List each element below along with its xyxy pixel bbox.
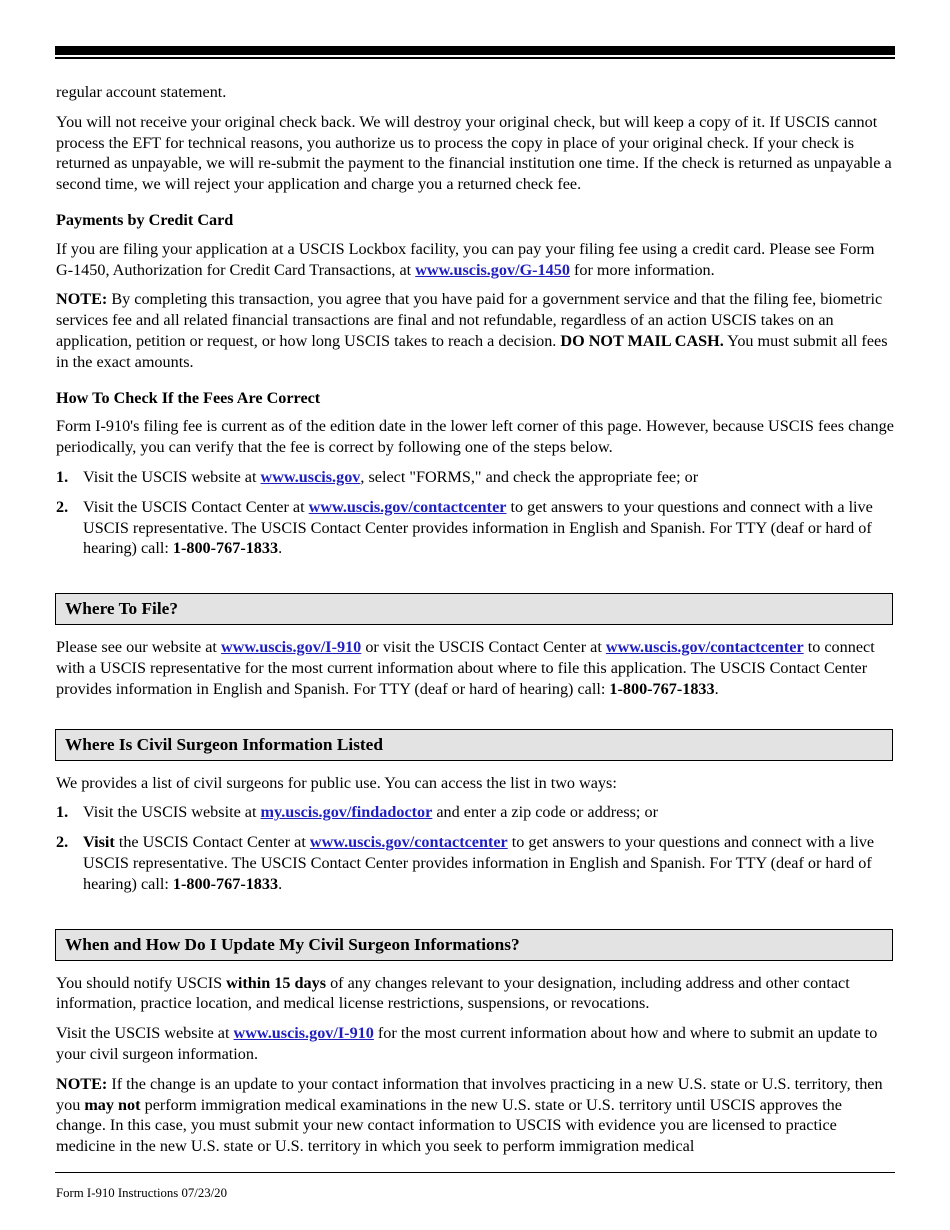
footer-edition: Form I-910 Instructions 07/23/20 xyxy=(56,1186,227,1200)
list-item xyxy=(56,802,894,823)
phone-number: 1-800-767-1833 xyxy=(172,874,279,893)
check-paragraph: You will not receive your original check back. We will destroy your original check, but will keep a copy of it. If USCIS cannot process the EFT for technical reasons, you authorize us to process the copy in place of your original check. If your check is returned as unpayable, we will re-submit the payment to the financial institution one time. If the check is returned as unpayable a second time, we will reject your application and charge you a returned check fee. xyxy=(56,112,892,194)
find-a-doctor-link[interactable]: my.uscis.gov/findadoctor xyxy=(260,803,433,822)
contact-center-link[interactable]: www.uscis.gov/contactcenter xyxy=(308,497,507,516)
text: Visit the USCIS website at xyxy=(83,467,261,486)
list-number: 2. xyxy=(56,497,69,516)
text: You must submit all fees in the exact amounts. xyxy=(56,331,888,371)
civil-surgeon-intro: We provides a list of civil surgeons for public use. You can access the list in two ways: xyxy=(56,773,617,792)
text: You should notify USCIS xyxy=(56,973,227,992)
list-number: 2. xyxy=(56,833,69,852)
text: . xyxy=(714,679,719,698)
note-label: NOTE: xyxy=(56,1074,108,1093)
footer-rule xyxy=(55,1172,895,1173)
check-fees-intro: Form I-910's filing fee is current as of the edition date in the lower left corner of this page. However, because USCIS fees change periodically, you can verify that the fee is correct by following one of the steps below. xyxy=(56,417,894,457)
text: Visit the USCIS Contact Center at xyxy=(83,497,309,516)
text: Visit the USCIS website at xyxy=(56,1024,234,1043)
text: Visit the USCIS website at xyxy=(83,803,261,822)
phone-number: 1-800-767-1833 xyxy=(172,539,279,558)
text: for more information. xyxy=(569,260,715,279)
text: By completing this transaction, you agree that you have paid for a government service and that the filing fee, biometric services fee and all related financial transactions are final and not refundable, regardless of an action USCIS takes on an application, petition or request, or how long USCIS takes to reach a decision. xyxy=(56,290,883,350)
text: to get answers to your questions and connect with a live USCIS representative. The USCIS Contact Center provides information in English and Spanish. For TTY (deaf or hard of hearing) call: xyxy=(83,833,875,893)
text: the USCIS Contact Center at xyxy=(114,833,310,852)
check-fees-heading: How To Check If the Fees Are Correct xyxy=(56,388,321,407)
text: If you are filing your application at a USCIS Lockbox facility, you can pay your filing fee using a credit card. Please see Form G-1450, Authorization for Credit Card Transactions, at xyxy=(56,239,875,279)
text: . xyxy=(278,539,283,558)
list-item xyxy=(56,497,894,559)
deadline-bold: within 15 days xyxy=(226,973,327,992)
text: of any changes relevant to your designation, including address and other contact information, practice location, and medical license restrictions, suspensions, or revocations. xyxy=(56,973,850,1013)
text: , select "FORMS," and check the appropriate fee; or xyxy=(360,467,699,486)
no-cash-warning: DO NOT MAIL CASH. xyxy=(560,331,724,350)
may-not-bold: may not xyxy=(84,1095,141,1114)
page-content xyxy=(56,82,894,1166)
text: for the most current information about how and where to submit an update to your civil surgeon information. xyxy=(56,1024,878,1063)
header-thin-rule xyxy=(55,57,895,59)
list-number: 1. xyxy=(56,467,69,486)
text: or visit the USCIS Contact Center at xyxy=(361,638,606,657)
list-item xyxy=(56,467,894,488)
i910-link[interactable]: www.uscis.gov/I-910 xyxy=(233,1024,374,1043)
list-number: 1. xyxy=(56,803,69,822)
text: If the change is an update to your contact information that involves practicing in a new U.S. state or U.S. territory, then you xyxy=(56,1074,883,1114)
phone-number: 1-800-767-1833 xyxy=(609,679,715,698)
contact-center-link[interactable]: www.uscis.gov/contactcenter xyxy=(605,638,804,657)
update-info-note xyxy=(56,1074,894,1157)
visit-bold: Visit xyxy=(83,833,115,852)
update-info-paragraph-2 xyxy=(56,1023,894,1065)
credit-card-paragraph xyxy=(56,239,894,281)
list-item xyxy=(56,832,894,894)
civil-surgeon-info-heading: Where Is Civil Surgeon Information Listed xyxy=(55,729,893,761)
header-thick-rule xyxy=(55,46,895,55)
credit-card-heading: Payments by Credit Card xyxy=(56,210,234,229)
text: to connect with a USCIS representative for the most current information about where to file this application. The USCIS Contact Center provides information in English and Spanish. For TTY (deaf or hard of hearing) call: xyxy=(56,638,875,698)
contact-center-link[interactable]: www.uscis.gov/contactcenter xyxy=(309,833,508,852)
text: . xyxy=(278,874,283,893)
continuation-text: regular account statement. xyxy=(56,83,227,101)
text: Please see our website at xyxy=(56,638,221,657)
text: to get answers to your questions and connect with a live USCIS representative. The USCIS Contact Center provides information in English and Spanish. For TTY (deaf or hard of hearing) call: xyxy=(83,497,873,558)
text: perform immigration medical examinations in the new U.S. state or U.S. territory until USCIS approves the change. In this case, you must submit your new contact information to USCIS with evidence you are licensed to practice medicine in the new U.S. state or U.S. territory in which you seek to perform immigration medical xyxy=(56,1095,842,1156)
where-to-file-paragraph xyxy=(56,637,894,699)
where-to-file-heading: Where To File? xyxy=(55,593,893,625)
note-label: NOTE: xyxy=(56,290,108,309)
g1450-link[interactable]: www.uscis.gov/G-1450 xyxy=(415,260,570,279)
i910-link[interactable]: www.uscis.gov/I-910 xyxy=(220,638,362,657)
uscis-link[interactable]: www.uscis.gov xyxy=(260,467,361,486)
text: and enter a zip code or address; or xyxy=(432,803,658,822)
header-rule xyxy=(55,46,895,59)
update-info-heading: When and How Do I Update My Civil Surgeon Informations? xyxy=(55,929,893,961)
credit-card-note xyxy=(56,289,894,372)
update-info-paragraph-1 xyxy=(56,973,894,1015)
